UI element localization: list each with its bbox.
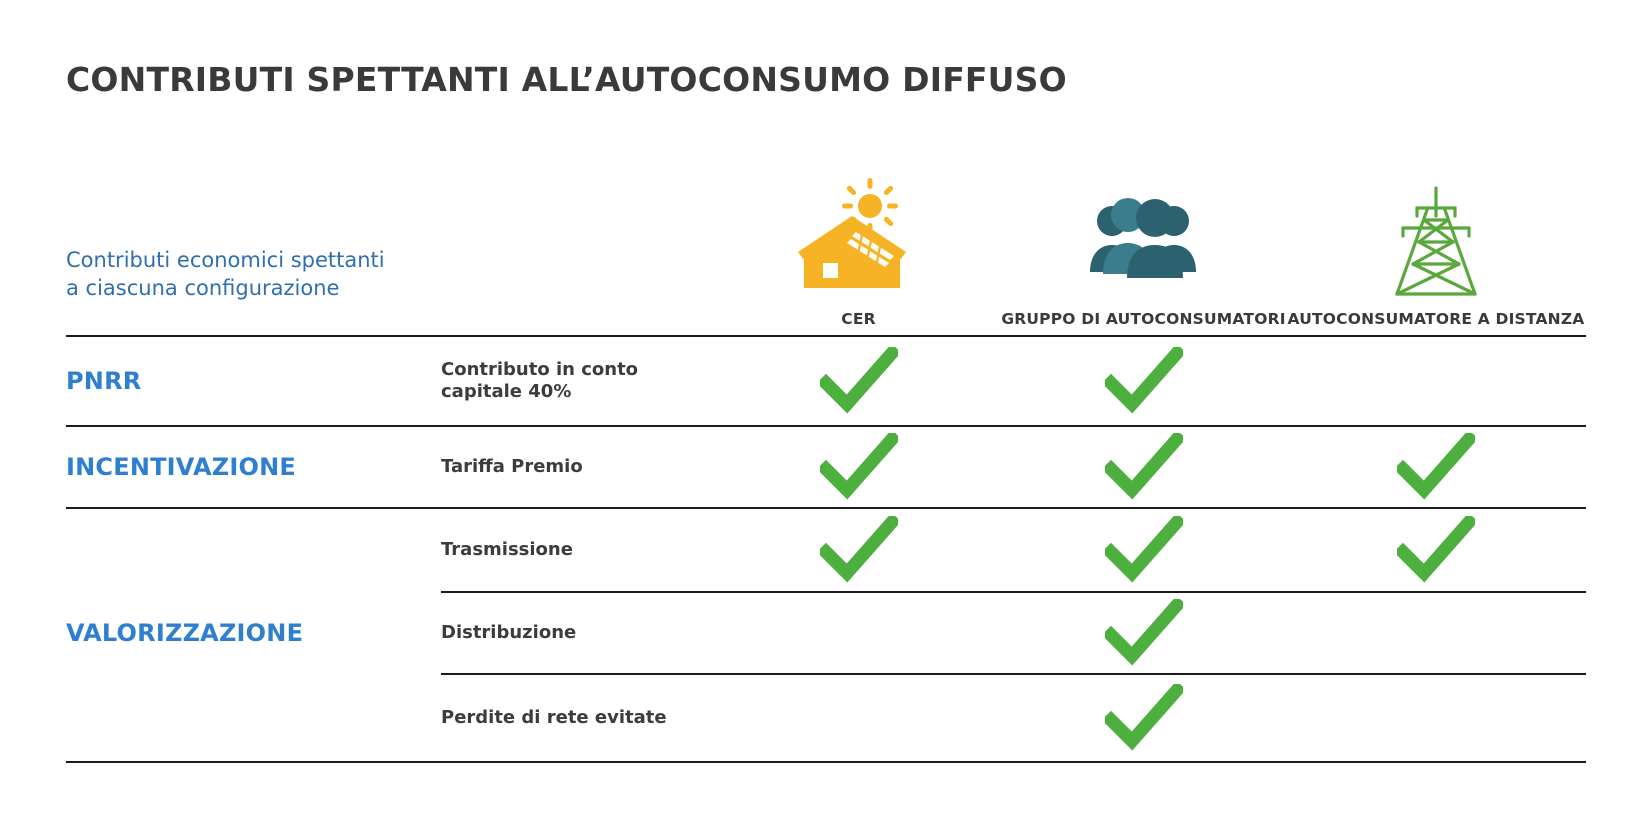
check-distanza-tariffa-premio <box>1286 427 1586 507</box>
table-row <box>66 675 1586 761</box>
check-cer-tariffa-premio <box>716 427 1001 507</box>
header-spacer <box>441 140 716 335</box>
people-group-icon <box>1081 178 1206 298</box>
row-item-distribuzione: Distribuzione <box>441 621 577 643</box>
row-category-pnrr: PNRR <box>66 367 142 395</box>
check-gruppo-pnrr <box>1001 337 1286 425</box>
check-cer-distribuzione-empty <box>716 593 1001 673</box>
power-pylon-icon <box>1381 178 1491 298</box>
row-category-empty-perdite <box>66 675 441 761</box>
check-gruppo-trasmissione <box>1001 509 1286 591</box>
column-header-gruppo <box>1001 140 1286 335</box>
table-row <box>66 593 1586 673</box>
column-header-label-distanza: AUTOCONSUMATORE A DISTANZA <box>1287 309 1585 328</box>
table-row <box>66 509 1586 591</box>
table-header-row <box>66 140 1586 335</box>
table-row <box>66 427 1586 507</box>
house-solar-panel-icon <box>796 178 921 298</box>
column-header-distanza <box>1286 140 1586 335</box>
table-row <box>66 337 1586 425</box>
check-gruppo-distribuzione <box>1001 593 1286 673</box>
check-distanza-trasmissione <box>1286 509 1586 591</box>
check-cer-perdite-empty <box>716 675 1001 761</box>
intro-line-2: a ciascuna configurazione <box>66 276 340 301</box>
page-title: CONTRIBUTI SPETTANTI ALL’AUTOCONSUMO DIFFUSO <box>66 60 1067 99</box>
row-category-valorizzazione: VALORIZZAZIONE <box>66 619 304 647</box>
column-header-label-cer: CER <box>841 309 876 328</box>
row-category-incentivazione: INCENTIVAZIONE <box>66 453 296 481</box>
column-header-cer <box>716 140 1001 335</box>
check-cer-pnrr <box>716 337 1001 425</box>
check-cer-trasmissione <box>716 509 1001 591</box>
check-distanza-distribuzione-empty <box>1286 593 1586 673</box>
row-item-perdite-di-rete-evitate: Perdite di rete evitate <box>441 706 667 728</box>
row-item-trasmissione: Trasmissione <box>441 538 573 560</box>
rule-bottom <box>66 761 1586 763</box>
intro-text <box>66 247 385 335</box>
check-distanza-perdite-empty <box>1286 675 1586 761</box>
check-distanza-pnrr-empty <box>1286 337 1586 425</box>
row-category-empty-trasmissione <box>66 509 441 591</box>
check-gruppo-perdite <box>1001 675 1286 761</box>
check-gruppo-tariffa-premio <box>1001 427 1286 507</box>
row-item-tariffa-premio: Tariffa Premio <box>441 455 583 477</box>
column-header-label-gruppo: GRUPPO DI AUTOCONSUMATORI <box>1001 309 1286 328</box>
contributions-table <box>66 140 1586 763</box>
row-item-contributo-conto-capitale: Contributo in conto capitale 40% <box>441 358 639 402</box>
intro-line-1: Contributi economici spettanti <box>66 248 385 273</box>
